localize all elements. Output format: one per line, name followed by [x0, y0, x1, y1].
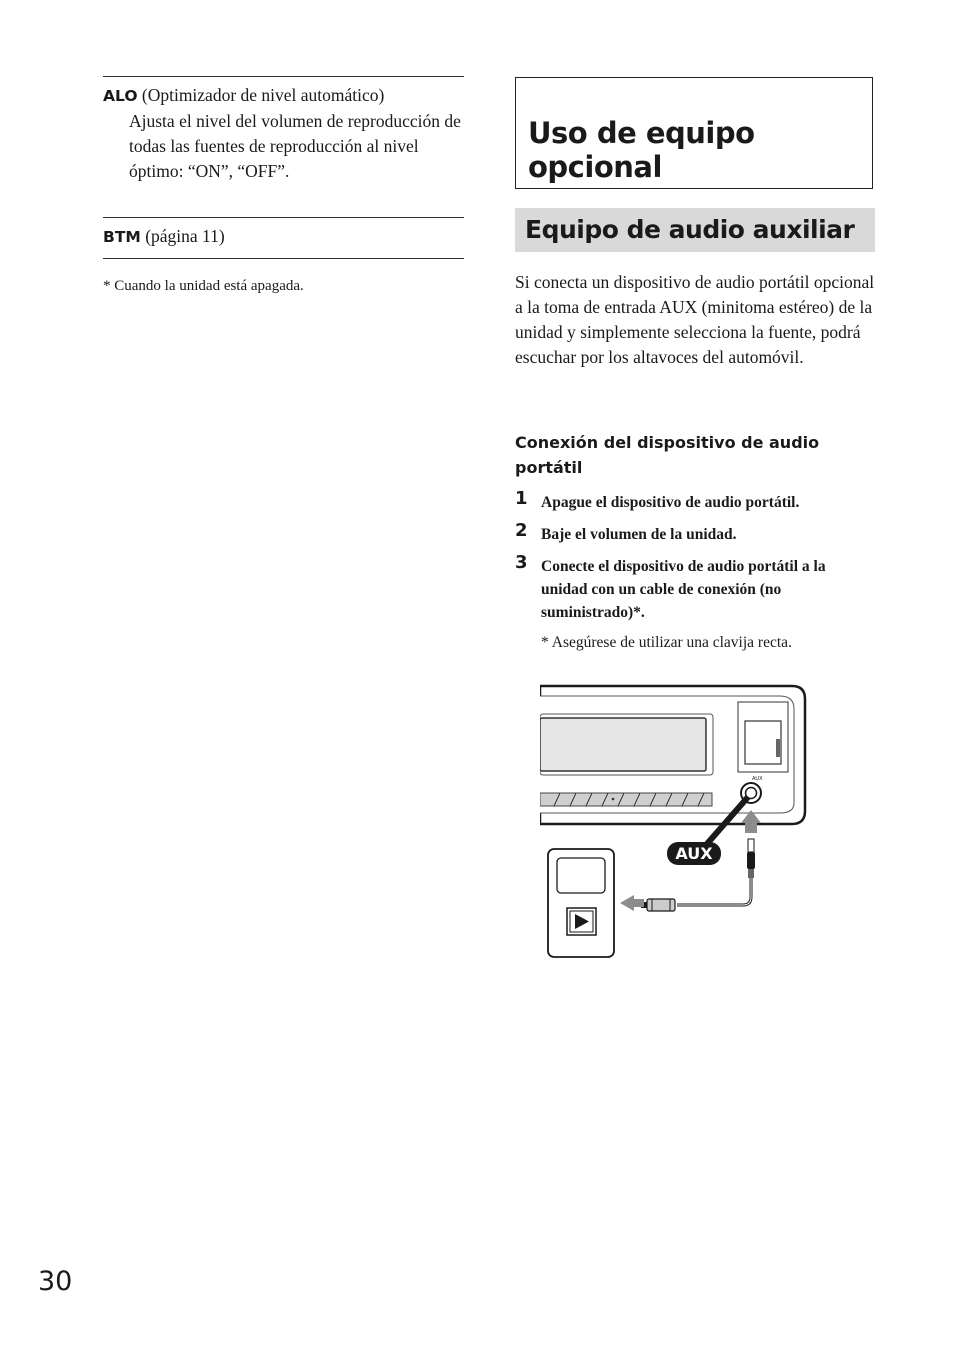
step-3 [515, 552, 875, 624]
stereo-mini-plug [747, 839, 755, 878]
aux-callout-label: AUX [675, 844, 713, 863]
step-text: Conecte el dispositivo de audio portátil a la unidad con un cable de conexión (no suministrado)*. [541, 558, 826, 621]
step-2 [515, 520, 875, 546]
step-number: 3 [515, 552, 528, 573]
entry-description: Ajusta el nivel del volumen de reproducción de todas las fuentes de reproducción al nivel óptimo: “ON”, “OFF”. [129, 111, 461, 181]
section-title: Equipo de audio auxiliar [525, 215, 855, 244]
intro-paragraph: Si conecta un dispositivo de audio portátil opcional a la toma de entrada AUX (minitoma estéreo) de la unidad y simplemente selecciona la fuente, podrá escuchar por los altavoces del automóvil. [515, 272, 875, 367]
rule-mid-left [103, 217, 464, 218]
step-1 [515, 488, 875, 514]
entry-key: ALO [103, 87, 138, 105]
step-number: 1 [515, 488, 528, 509]
menu-entry-btm [103, 224, 463, 250]
rule-bottom-left [103, 258, 464, 259]
menu-entry-alo [103, 83, 463, 184]
car-audio-unit [540, 686, 805, 824]
step-text: Apague el dispositivo de audio portátil. [541, 494, 800, 511]
rule-top-left [103, 76, 464, 77]
arrow-left-icon [620, 895, 644, 911]
step-text: Baje el volumen de la unidad. [541, 526, 737, 543]
portable-audio-device [548, 849, 614, 957]
footnote: * Cuando la unidad está apagada. [103, 278, 304, 294]
entry-key: BTM [103, 228, 141, 246]
chapter-title: Uso de equipo opcional [528, 116, 755, 184]
section-bar [515, 208, 875, 252]
aux-connection-svg [540, 683, 808, 961]
connection-cable [677, 878, 751, 905]
aux-jack-label: AUX [752, 776, 763, 782]
aux-connection-illustration [540, 683, 808, 961]
chapter-box [515, 77, 873, 189]
footnote: * Asegúrese de utilizar una clavija recta. [541, 634, 792, 651]
step-number: 2 [515, 520, 528, 541]
entry-title: (página 11) [140, 226, 225, 246]
aux-callout-badge [667, 842, 721, 865]
entry-title: (Optimizador de nivel automático) [137, 85, 385, 105]
subheading: Conexión del dispositivo de audio portátil [515, 433, 820, 477]
page-number: 30 [38, 1266, 73, 1297]
